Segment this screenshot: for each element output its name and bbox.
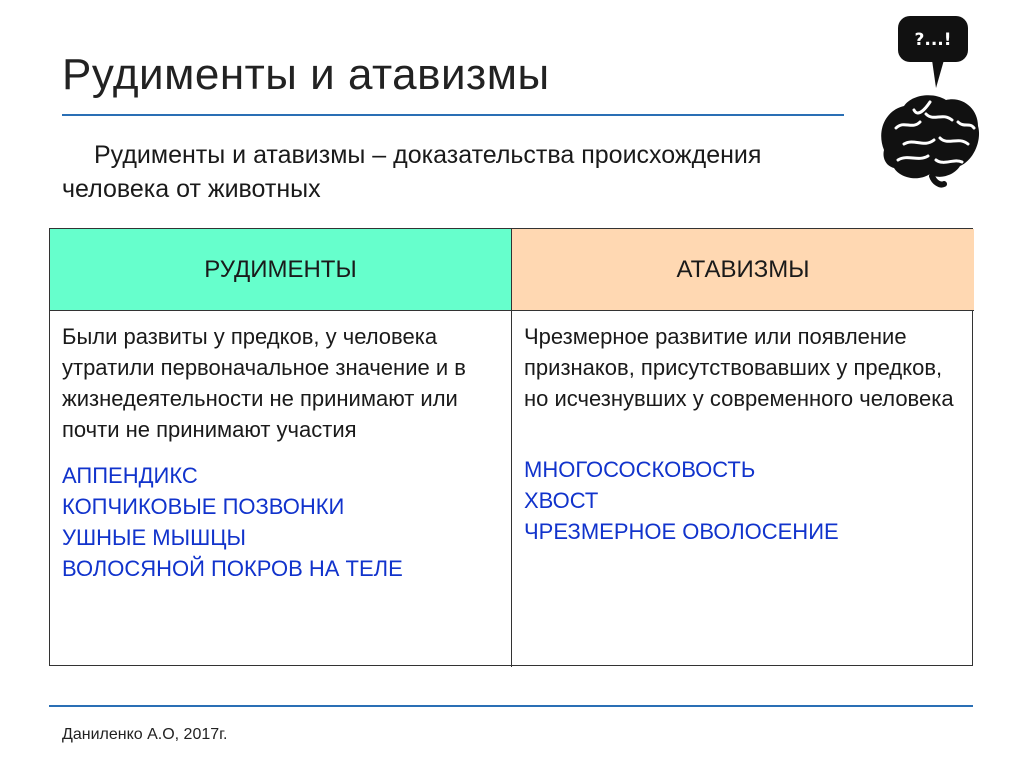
- atavisms-example: ХВОСТ: [524, 488, 599, 513]
- rudiments-cell: [50, 311, 512, 667]
- slide-title: Рудименты и атавизмы: [62, 50, 550, 99]
- rudiments-examples: [62, 460, 499, 584]
- rudiments-example: КОПЧИКОВЫЕ ПОЗВОНКИ: [62, 494, 345, 519]
- speech-bubble-text: ?...!: [914, 30, 952, 50]
- atavisms-examples: [524, 454, 962, 547]
- atavisms-header: АТАВИЗМЫ: [512, 229, 974, 311]
- atavisms-description: Чрезмерное развитие или появление признаков, присутствовавших у предков, но исчезнувших у современного человека: [524, 324, 954, 411]
- brain-thought-illustration: [874, 10, 984, 190]
- rudiments-example: УШНЫЕ МЫШЦЫ: [62, 525, 247, 550]
- slide-subtitle: Рудименты и атавизмы – доказательства происхождения человека от животных: [62, 141, 762, 203]
- rudiments-description: Были развиты у предков, у человека утратили первоначальное значение и в жизнедеятельности не принимают или почти не принимают участия: [62, 324, 466, 442]
- footer-divider: [49, 705, 973, 707]
- rudiments-example: АППЕНДИКС: [62, 463, 198, 488]
- speech-bubble-icon: [898, 16, 968, 88]
- atavisms-example: ЧРЕЗМЕРНОЕ ОВОЛОСЕНИЕ: [524, 519, 839, 544]
- rudiments-header: РУДИМЕНТЫ: [50, 229, 512, 311]
- atavisms-cell: [512, 311, 974, 667]
- title-divider: [62, 114, 844, 116]
- rudiments-example: ВОЛОСЯНОЙ ПОКРОВ НА ТЕЛЕ: [62, 556, 403, 581]
- atavisms-example: МНОГОСОСКОВОСТЬ: [524, 457, 756, 482]
- brain-icon: [881, 95, 979, 184]
- comparison-table: [49, 228, 973, 666]
- footer-author: Даниленко А.О, 2017г.: [62, 726, 228, 743]
